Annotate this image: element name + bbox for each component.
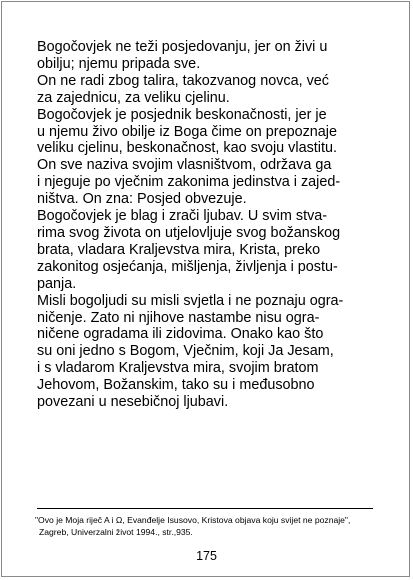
text-line: su oni jedno s Bogom, Vječnim, koji Ja Jesam, [37, 343, 334, 360]
text-line: brata, vladara Kraljevstva mira, Krista, preko [37, 241, 321, 258]
text-line: On sve naziva svojim vlasništvom, održava ga [37, 157, 332, 174]
text-line: panja. [37, 275, 77, 292]
footnote-divider [37, 508, 373, 509]
text-line: zakonitog osjećanja, mišljenja, življenja i postu- [37, 258, 338, 275]
body-text [37, 39, 389, 411]
text-line: On ne radi zbog talira, takozvanog novca, već [37, 72, 329, 89]
text-line: Bogočovjek je posjednik beskonačnosti, jer je [37, 106, 327, 123]
text-line: i s vladarom Kraljevstva mira, svojim bratom [37, 360, 319, 377]
text-line: rima svog života on utjelovljuje svog božanskog [37, 224, 341, 241]
footnote [35, 515, 407, 538]
text-line: ničene ogradama ili zidovima. Onako kao što [37, 326, 324, 343]
text-line: ničenje. Zato ni njihove nastambe nisu ogra- [37, 309, 320, 326]
text-line: ništva. On zna: Posjed obvezuje. [37, 191, 247, 208]
text-line: povezani u nesebičnoj ljubavi. [37, 394, 229, 411]
text-line: Bogočovjek je blag i zrači ljubav. U svim stva- [37, 208, 328, 225]
text-line: Misli bogoljudi su misli svjetla i ne poznaju ogra- [37, 292, 344, 309]
text-line: i njeguje po vječnim zakonima jedinstva i zajed- [37, 174, 341, 191]
text-line: Jehovom, Božanskim, tako su i međusobno [37, 377, 315, 394]
footnote-line: "Ovo je Moja riječ A i Ω, Evanđelje Isusovo, Kristova objava koju svijet ne poznaje", [35, 515, 351, 525]
text-line: veliku cjelinu, beskonačnost, kao svoju vlastitu. [37, 140, 337, 157]
page-number: 175 [196, 549, 217, 563]
text-line: u njemu živo obilje iz Boga čime on prepoznaje [37, 123, 337, 140]
footnote-line: Zagreb, Univerzalni život 1994., str.,935. [39, 526, 193, 537]
text-line: za zajednicu, za veliku cjelinu. [37, 89, 230, 106]
text-line: obilju; njemu pripada sve. [37, 55, 201, 72]
text-line: Bogočovjek ne teži posjedovanju, jer on živi u [37, 39, 328, 55]
